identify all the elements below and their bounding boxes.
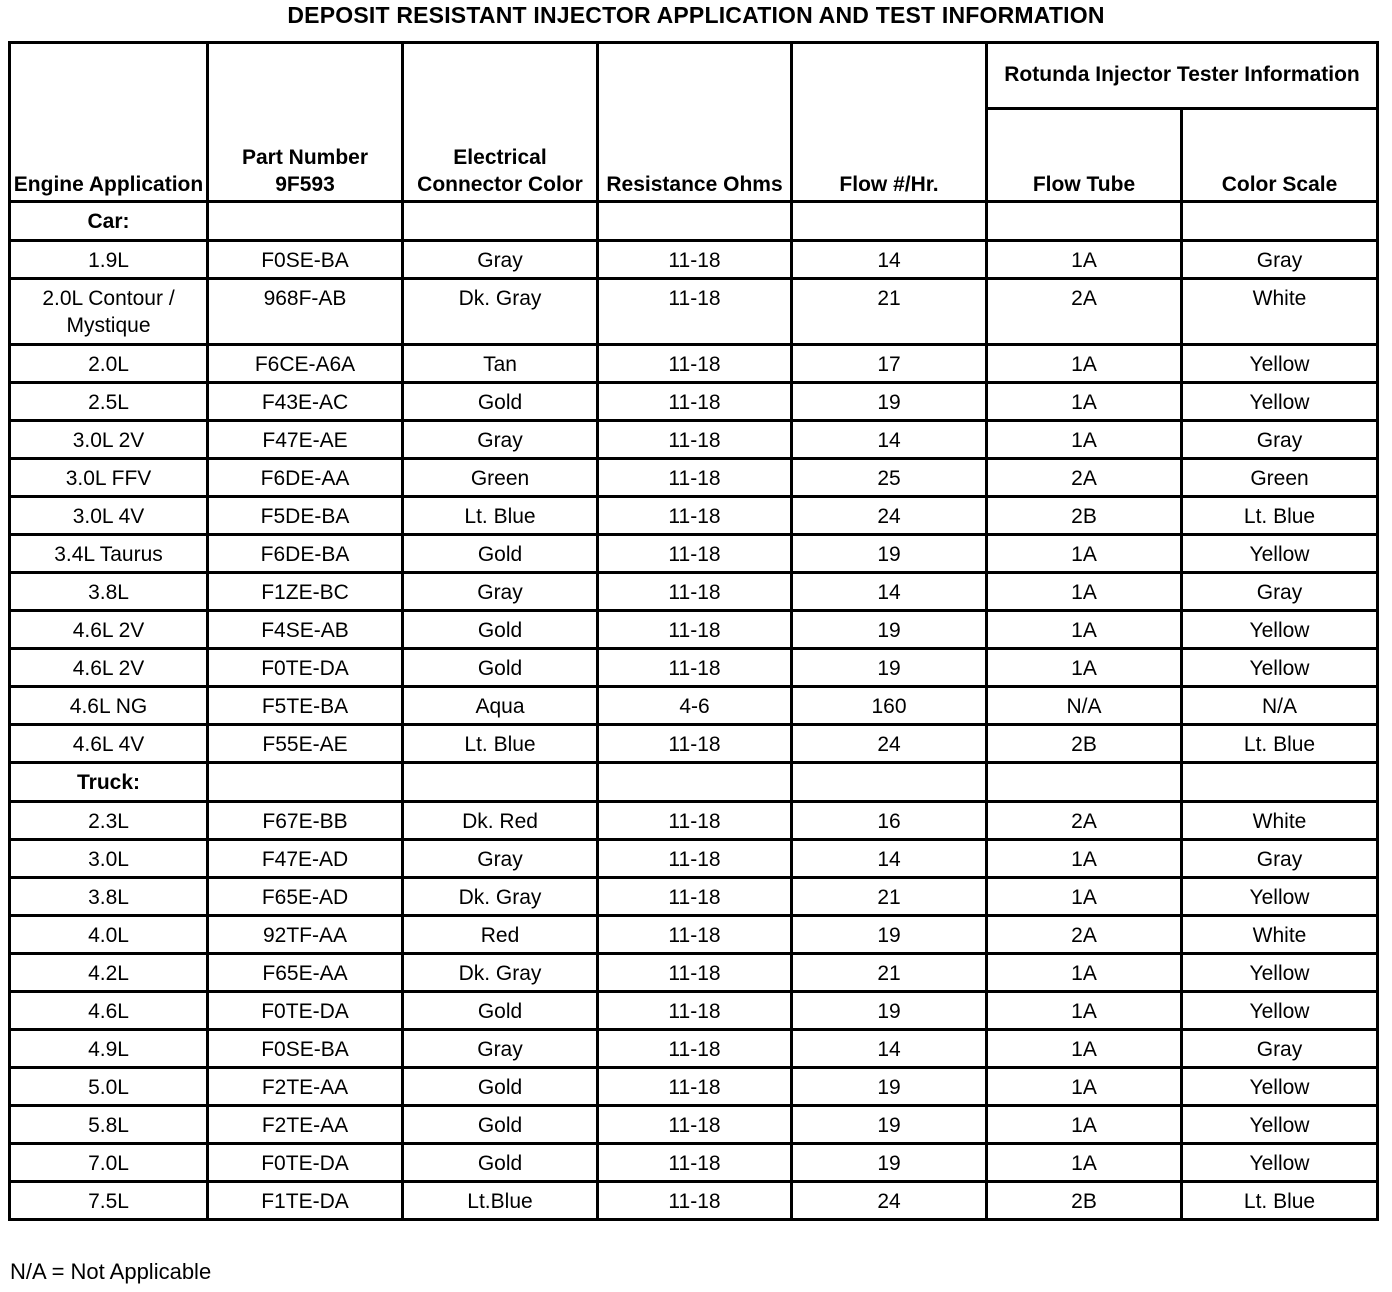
part-number-cell: F55E-AE	[208, 725, 403, 763]
resistance-cell: 11-18	[598, 573, 792, 611]
table-row	[10, 535, 1378, 573]
resistance-cell: 11-18	[598, 916, 792, 954]
part-number-cell: F4SE-AB	[208, 611, 403, 649]
color-scale-cell: Yellow	[1182, 1144, 1378, 1182]
color-scale-cell: Lt. Blue	[1182, 1182, 1378, 1220]
part-number-cell: F2TE-AA	[208, 1106, 403, 1144]
flow-cell: 14	[792, 241, 987, 279]
part-number-cell: F6DE-BA	[208, 535, 403, 573]
header-engine-application: Engine Application	[10, 43, 208, 202]
engine-cell: 3.8L	[10, 878, 208, 916]
color-scale-cell: Yellow	[1182, 649, 1378, 687]
color-scale-cell: Yellow	[1182, 535, 1378, 573]
table-row	[10, 611, 1378, 649]
connector-color-cell: Gold	[403, 1144, 598, 1182]
flow-tube-cell: 2A	[987, 916, 1182, 954]
part-number-cell: F0TE-DA	[208, 649, 403, 687]
table-row	[10, 573, 1378, 611]
resistance-cell: 11-18	[598, 649, 792, 687]
table-row	[10, 1144, 1378, 1182]
table-row	[10, 497, 1378, 535]
engine-cell: 1.9L	[10, 241, 208, 279]
empty-cell	[792, 202, 987, 241]
engine-cell: 3.8L	[10, 573, 208, 611]
engine-cell: 4.6L 4V	[10, 725, 208, 763]
color-scale-cell: Yellow	[1182, 611, 1378, 649]
color-scale-cell: White	[1182, 802, 1378, 840]
flow-cell: 160	[792, 687, 987, 725]
part-number-cell: F47E-AD	[208, 840, 403, 878]
resistance-cell: 11-18	[598, 497, 792, 535]
flow-cell: 19	[792, 1068, 987, 1106]
flow-tube-cell: 2A	[987, 459, 1182, 497]
engine-cell: 5.0L	[10, 1068, 208, 1106]
resistance-cell: 11-18	[598, 459, 792, 497]
flow-tube-cell: 2A	[987, 279, 1182, 345]
flow-tube-cell: 1A	[987, 421, 1182, 459]
color-scale-cell: White	[1182, 916, 1378, 954]
empty-cell	[208, 763, 403, 802]
part-number-cell: F1TE-DA	[208, 1182, 403, 1220]
resistance-cell: 11-18	[598, 1182, 792, 1220]
color-scale-cell: Yellow	[1182, 954, 1378, 992]
table-body	[10, 202, 1378, 1220]
engine-cell: 3.0L	[10, 840, 208, 878]
flow-cell: 25	[792, 459, 987, 497]
table-row	[10, 1182, 1378, 1220]
part-number-cell: F0TE-DA	[208, 1144, 403, 1182]
color-scale-cell: Yellow	[1182, 878, 1378, 916]
flow-cell: 14	[792, 573, 987, 611]
connector-color-cell: Gold	[403, 383, 598, 421]
table-row	[10, 649, 1378, 687]
table-row	[10, 383, 1378, 421]
header-part-number: Part Number 9F593	[208, 43, 403, 202]
engine-cell: 4.6L	[10, 992, 208, 1030]
flow-tube-cell: 1A	[987, 878, 1182, 916]
engine-cell: 5.8L	[10, 1106, 208, 1144]
header-color-scale: Color Scale	[1182, 109, 1378, 202]
flow-cell: 21	[792, 279, 987, 345]
resistance-cell: 11-18	[598, 802, 792, 840]
table-row	[10, 916, 1378, 954]
part-number-cell: F65E-AA	[208, 954, 403, 992]
engine-cell: 2.5L	[10, 383, 208, 421]
connector-color-cell: Dk. Red	[403, 802, 598, 840]
flow-cell: 19	[792, 992, 987, 1030]
color-scale-cell: Gray	[1182, 241, 1378, 279]
engine-cell: 3.0L 2V	[10, 421, 208, 459]
part-number-cell: F43E-AC	[208, 383, 403, 421]
flow-tube-cell: 1A	[987, 573, 1182, 611]
color-scale-cell: Yellow	[1182, 992, 1378, 1030]
header-resistance: Resistance Ohms	[598, 43, 792, 202]
flow-tube-cell: 1A	[987, 840, 1182, 878]
engine-cell: 4.9L	[10, 1030, 208, 1068]
color-scale-cell: Gray	[1182, 421, 1378, 459]
empty-cell	[208, 202, 403, 241]
connector-color-cell: Gold	[403, 1106, 598, 1144]
color-scale-cell: Gray	[1182, 573, 1378, 611]
engine-cell: 4.0L	[10, 916, 208, 954]
empty-cell	[1182, 763, 1378, 802]
color-scale-cell: Yellow	[1182, 345, 1378, 383]
flow-cell: 19	[792, 535, 987, 573]
connector-color-cell: Gold	[403, 1068, 598, 1106]
part-number-cell: F0SE-BA	[208, 1030, 403, 1068]
color-scale-cell: White	[1182, 279, 1378, 345]
empty-cell	[987, 202, 1182, 241]
table-row	[10, 725, 1378, 763]
engine-cell: 7.5L	[10, 1182, 208, 1220]
flow-tube-cell: 1A	[987, 954, 1182, 992]
flow-cell: 17	[792, 345, 987, 383]
table-row	[10, 459, 1378, 497]
empty-cell	[598, 202, 792, 241]
header-connector-color: Electrical Connector Color	[403, 43, 598, 202]
group-row	[10, 763, 1378, 802]
connector-color-cell: Green	[403, 459, 598, 497]
flow-tube-cell: 1A	[987, 345, 1182, 383]
connector-color-cell: Gray	[403, 421, 598, 459]
resistance-cell: 11-18	[598, 954, 792, 992]
connector-color-cell: Gray	[403, 573, 598, 611]
table-row	[10, 1030, 1378, 1068]
color-scale-cell: Lt. Blue	[1182, 497, 1378, 535]
flow-tube-cell: 2B	[987, 497, 1182, 535]
color-scale-cell: Yellow	[1182, 1106, 1378, 1144]
table-row	[10, 241, 1378, 279]
resistance-cell: 11-18	[598, 383, 792, 421]
part-number-cell: F5TE-BA	[208, 687, 403, 725]
part-number-cell: F0TE-DA	[208, 992, 403, 1030]
part-number-cell: F0SE-BA	[208, 241, 403, 279]
table-row	[10, 345, 1378, 383]
connector-color-cell: Gold	[403, 535, 598, 573]
engine-cell: 2.0L Contour / Mystique	[10, 279, 208, 345]
flow-cell: 19	[792, 1144, 987, 1182]
part-number-cell: 92TF-AA	[208, 916, 403, 954]
flow-tube-cell: 1A	[987, 241, 1182, 279]
table-row	[10, 840, 1378, 878]
flow-cell: 19	[792, 649, 987, 687]
table-row	[10, 1068, 1378, 1106]
table-row	[10, 687, 1378, 725]
connector-color-cell: Gray	[403, 241, 598, 279]
group-label: Truck:	[10, 763, 208, 802]
flow-tube-cell: 1A	[987, 1030, 1182, 1068]
part-number-cell: F1ZE-BC	[208, 573, 403, 611]
resistance-cell: 11-18	[598, 725, 792, 763]
connector-color-cell: Tan	[403, 345, 598, 383]
table-row	[10, 992, 1378, 1030]
table-row	[10, 954, 1378, 992]
part-number-cell: F6CE-A6A	[208, 345, 403, 383]
color-scale-cell: N/A	[1182, 687, 1378, 725]
color-scale-cell: Yellow	[1182, 383, 1378, 421]
table-row	[10, 421, 1378, 459]
part-number-cell: F65E-AD	[208, 878, 403, 916]
resistance-cell: 11-18	[598, 1106, 792, 1144]
engine-cell: 4.6L 2V	[10, 611, 208, 649]
resistance-cell: 11-18	[598, 241, 792, 279]
connector-color-cell: Gray	[403, 1030, 598, 1068]
part-number-cell: F6DE-AA	[208, 459, 403, 497]
flow-tube-cell: 1A	[987, 649, 1182, 687]
part-number-cell: F67E-BB	[208, 802, 403, 840]
connector-color-cell: Aqua	[403, 687, 598, 725]
color-scale-cell: Gray	[1182, 1030, 1378, 1068]
flow-cell: 21	[792, 954, 987, 992]
flow-tube-cell: N/A	[987, 687, 1182, 725]
engine-cell: 3.0L 4V	[10, 497, 208, 535]
engine-cell: 4.6L NG	[10, 687, 208, 725]
flow-tube-cell: 1A	[987, 992, 1182, 1030]
empty-cell	[403, 763, 598, 802]
color-scale-cell: Green	[1182, 459, 1378, 497]
flow-tube-cell: 1A	[987, 1068, 1182, 1106]
flow-tube-cell: 1A	[987, 535, 1182, 573]
flow-cell: 14	[792, 1030, 987, 1068]
flow-cell: 24	[792, 1182, 987, 1220]
engine-cell: 2.0L	[10, 345, 208, 383]
connector-color-cell: Lt.Blue	[403, 1182, 598, 1220]
flow-tube-cell: 1A	[987, 611, 1182, 649]
resistance-cell: 11-18	[598, 878, 792, 916]
flow-cell: 19	[792, 383, 987, 421]
footnote: N/A = Not Applicable	[10, 1259, 212, 1284]
empty-cell	[598, 763, 792, 802]
table-row	[10, 802, 1378, 840]
flow-tube-cell: 2B	[987, 725, 1182, 763]
flow-cell: 19	[792, 1106, 987, 1144]
part-number-cell: F47E-AE	[208, 421, 403, 459]
engine-cell: 7.0L	[10, 1144, 208, 1182]
flow-tube-cell: 2B	[987, 1182, 1182, 1220]
resistance-cell: 4-6	[598, 687, 792, 725]
connector-color-cell: Dk. Gray	[403, 878, 598, 916]
flow-cell: 14	[792, 840, 987, 878]
group-row	[10, 202, 1378, 241]
header-flow-tube: Flow Tube	[987, 109, 1182, 202]
resistance-cell: 11-18	[598, 345, 792, 383]
flow-tube-cell: 1A	[987, 383, 1182, 421]
empty-cell	[987, 763, 1182, 802]
flow-tube-cell: 2A	[987, 802, 1182, 840]
table-row	[10, 1106, 1378, 1144]
resistance-cell: 11-18	[598, 840, 792, 878]
empty-cell	[403, 202, 598, 241]
engine-cell: 3.0L FFV	[10, 459, 208, 497]
page-title: DEPOSIT RESISTANT INJECTOR APPLICATION AND TEST INFORMATION	[287, 2, 1105, 28]
flow-cell: 19	[792, 916, 987, 954]
resistance-cell: 11-18	[598, 421, 792, 459]
flow-cell: 14	[792, 421, 987, 459]
injector-table	[8, 41, 1379, 1221]
flow-cell: 19	[792, 611, 987, 649]
connector-color-cell: Dk. Gray	[403, 954, 598, 992]
resistance-cell: 11-18	[598, 535, 792, 573]
flow-tube-cell: 1A	[987, 1144, 1182, 1182]
connector-color-cell: Lt. Blue	[403, 497, 598, 535]
table-row	[10, 279, 1378, 345]
resistance-cell: 11-18	[598, 279, 792, 345]
table-row	[10, 878, 1378, 916]
resistance-cell: 11-18	[598, 992, 792, 1030]
color-scale-cell: Yellow	[1182, 1068, 1378, 1106]
header-flow: Flow #/Hr.	[792, 43, 987, 202]
connector-color-cell: Lt. Blue	[403, 725, 598, 763]
connector-color-cell: Gold	[403, 992, 598, 1030]
resistance-cell: 11-18	[598, 1144, 792, 1182]
flow-cell: 24	[792, 497, 987, 535]
engine-cell: 4.2L	[10, 954, 208, 992]
empty-cell	[792, 763, 987, 802]
engine-cell: 3.4L Taurus	[10, 535, 208, 573]
group-label: Car:	[10, 202, 208, 241]
engine-cell: 4.6L 2V	[10, 649, 208, 687]
flow-cell: 24	[792, 725, 987, 763]
connector-color-cell: Gold	[403, 649, 598, 687]
flow-cell: 21	[792, 878, 987, 916]
header-tester-group: Rotunda Injector Tester Information	[987, 43, 1378, 109]
connector-color-cell: Red	[403, 916, 598, 954]
connector-color-cell: Gold	[403, 611, 598, 649]
empty-cell	[1182, 202, 1378, 241]
color-scale-cell: Gray	[1182, 840, 1378, 878]
resistance-cell: 11-18	[598, 1030, 792, 1068]
engine-cell: 2.3L	[10, 802, 208, 840]
part-number-cell: 968F-AB	[208, 279, 403, 345]
resistance-cell: 11-18	[598, 611, 792, 649]
part-number-cell: F2TE-AA	[208, 1068, 403, 1106]
part-number-cell: F5DE-BA	[208, 497, 403, 535]
flow-tube-cell: 1A	[987, 1106, 1182, 1144]
connector-color-cell: Dk. Gray	[403, 279, 598, 345]
flow-cell: 16	[792, 802, 987, 840]
resistance-cell: 11-18	[598, 1068, 792, 1106]
connector-color-cell: Gray	[403, 840, 598, 878]
color-scale-cell: Lt. Blue	[1182, 725, 1378, 763]
